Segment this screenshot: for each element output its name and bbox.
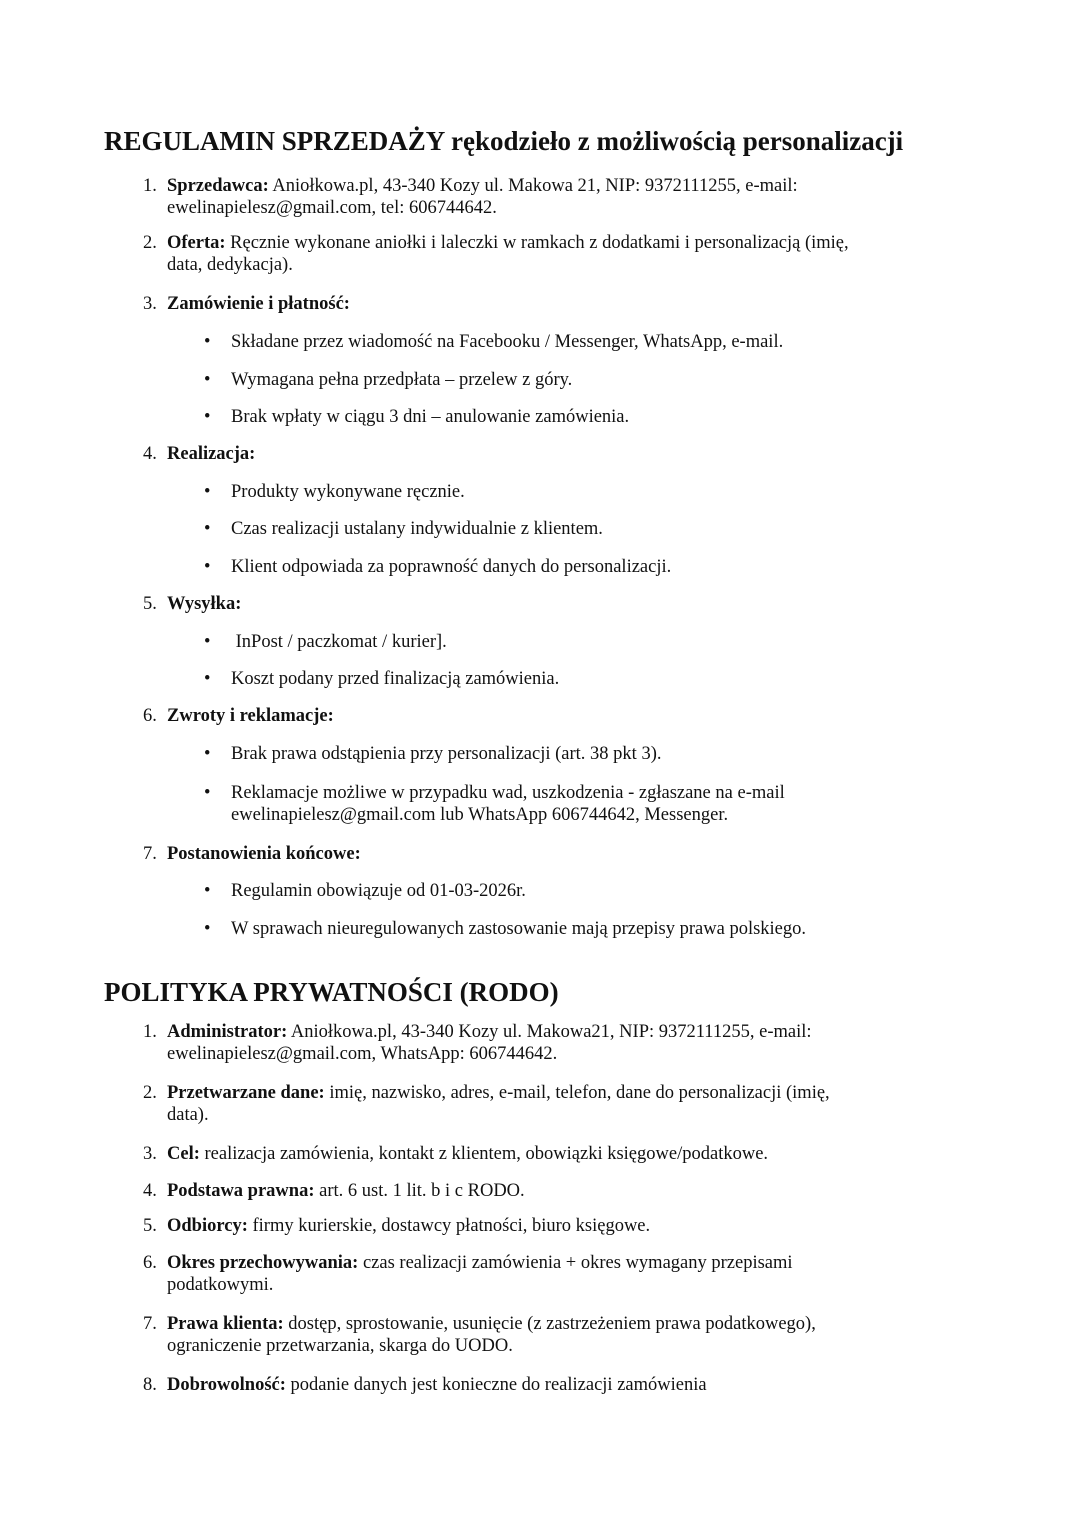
item-text-cont: podatkowymi.	[167, 1275, 274, 1295]
item-label: Zamówienie i płatność:	[167, 294, 350, 314]
item-text: realizacja zamówienia, kontakt z klientem, obowiązki księgowe/podatkowe.	[199, 1144, 769, 1164]
item-label: Podstawa prawna:	[167, 1181, 315, 1201]
item-text: imię, nazwisko, adres, e-mail, telefon, dane do personalizacji (imię,	[324, 1083, 830, 1103]
item-number: 5.	[143, 594, 157, 614]
item-label: Administrator:	[167, 1022, 288, 1042]
item-label: Wysyłka:	[167, 594, 242, 614]
item-number: 1.	[143, 1022, 157, 1042]
item-label: Przetwarzane dane:	[167, 1083, 325, 1103]
item-text-cont: ewelinapielesz@gmail.com, tel: 606744642.	[167, 198, 497, 218]
item-number: 4.	[143, 1181, 157, 1201]
item-text-cont: ograniczenie przetwarzania, skarga do UODO.	[167, 1336, 513, 1356]
bullet-icon: •	[204, 783, 211, 803]
item-number: 5.	[143, 1216, 157, 1236]
bullet-icon: •	[204, 632, 211, 652]
item-label: Zwroty i reklamacje:	[167, 706, 334, 726]
item-text-cont: ewelinapielesz@gmail.com, WhatsApp: 606744642.	[167, 1044, 558, 1064]
bullet-icon: •	[204, 482, 211, 502]
bullet-icon: •	[204, 332, 211, 352]
item-text: dostęp, sprostowanie, usunięcie (z zastrzeżeniem prawa podatkowego),	[283, 1314, 816, 1334]
item-label: Cel:	[167, 1144, 200, 1164]
bullet-icon: •	[204, 669, 211, 689]
item-text-cont: data, dedykacja).	[167, 255, 293, 275]
item-number: 6.	[143, 1253, 157, 1273]
item-number: 4.	[143, 444, 157, 464]
item-text: firmy kurierskie, dostawcy płatności, biuro księgowe.	[247, 1216, 651, 1236]
bullet-icon: •	[204, 881, 211, 901]
item-label: Okres przechowywania:	[167, 1253, 359, 1273]
bullet-icon: •	[204, 519, 211, 539]
bullet-icon: •	[204, 557, 211, 577]
item-number: 3.	[143, 294, 157, 314]
item-text: czas realizacji zamówienia + okres wymagany przepisami	[358, 1253, 793, 1273]
item-text: Aniołkowa.pl, 43-340 Kozy ul. Makowa21, NIP: 9372111255, e-mail:	[287, 1022, 812, 1042]
item-label: Odbiorcy:	[167, 1216, 248, 1236]
item-label: Oferta:	[167, 233, 226, 253]
bullet-icon: •	[204, 407, 211, 427]
item-text: art. 6 ust. 1 lit. b i c RODO.	[314, 1181, 525, 1201]
item-number: 2.	[143, 1083, 157, 1103]
item-text: Ręcznie wykonane aniołki i laleczki w ramkach z dodatkami i personalizacją (imię,	[225, 233, 849, 253]
item-text: podanie danych jest konieczne do realizacji zamówienia	[285, 1375, 707, 1395]
item-label: Postanowienia końcowe:	[167, 844, 361, 864]
item-text-cont: data).	[167, 1105, 209, 1125]
privacy-policy-title: POLITYKA PRYWATNOŚCI (RODO)	[104, 977, 559, 1007]
regulamin-title: REGULAMIN SPRZEDAŻY rękodzieło z możliwością personalizacji	[104, 126, 904, 156]
document-page: REGULAMIN SPRZEDAŻY rękodzieło z możliwością personalizacji 1. Sprzedawca: Aniołkowa.pl, 43-340 Kozy ul. Makowa 21, NIP: 9372111255, e-mail: ewelinapielesz@gmail.com, tel: 606744642. 2. Oferta: Ręcznie wykonane aniołki i laleczki w ramkach z dodatkami i personalizacją (imię, data, dedykacja). 3. Zamówienie i płatność: • Składane przez wiadomość na Facebooku / Messenger, WhatsApp, e-mail. • Wymagana pełna przedpłata – przelew z góry. • Brak wpłaty w ciągu 3 dni – anulowanie zamówienia. 4. Realizacja: • Produkty wykonywane ręcznie. • Czas realizacji ustalany indywidualnie z klientem. • Klient odpowiada za poprawność danych do personalizacji. 5. Wysyłka: • InPost / paczkomat / kurier]. • Koszt podany przed finalizacją zamówienia. 6. Zwroty i reklamacje: • Brak prawa odstąpienia przy personalizacji (art. 38 pkt 3). • Reklamacje możliwe w przypadku wad, uszkodzenia - zgłaszane na e-mail ewelinapielesz@gmail.com lub WhatsApp 606744642, Messenger. 7. Postanowienia końcowe: • Regulamin obowiązuje od 01-03-2026r. • W sprawach nieuregulowanych zastosowanie mają przepisy prawa polskiego. POLITYKA PRYWATNOŚCI (RODO) 1. Administrator: Aniołkowa.pl, 43-340 Kozy ul. Makowa21, NIP: 9372111255, e-mail: ewelinapielesz@gmail.com, WhatsApp: 606744642. 2. Przetwarzane dane: imię, nazwisko, adres, e-mail, telefon, dane do personalizacji (imię, data). 3. Cel: realizacja zamówienia, kontakt z klientem, obowiązki księgowe/podatkowe. 4. Podstawa prawna: art. 6 ust. 1 lit. b i c RODO. 5. Odbiorcy: firmy kurierskie, dostawcy płatności, biuro księgowe. 6. Okres przechowywania: czas realizacji zamówienia + okres wymagany przepisami podatkowymi. 7. Prawa klienta: dostęp, sprostowanie, usunięcie (z zastrzeżeniem prawa podatkowego), ograniczenie przetwarzania, skarga do UODO. 8. Dobrowolność: podanie danych jest konieczne do realizacji zamówienia	[0, 0, 1080, 1528]
item-number: 3.	[143, 1144, 157, 1164]
item-number: 8.	[143, 1375, 157, 1395]
item-text: Aniołkowa.pl, 43-340 Kozy ul. Makowa 21, NIP: 9372111255, e-mail:	[268, 176, 798, 196]
bullet-icon: •	[204, 370, 211, 390]
item-number: 6.	[143, 706, 157, 726]
item-number: 1.	[143, 176, 157, 196]
item-label: Sprzedawca:	[167, 176, 269, 196]
item-label: Dobrowolność:	[167, 1375, 286, 1395]
bullet-icon: •	[204, 919, 211, 939]
item-number: 7.	[143, 1314, 157, 1334]
item-number: 2.	[143, 233, 157, 253]
item-number: 7.	[143, 844, 157, 864]
item-label: Prawa klienta:	[167, 1314, 284, 1334]
item-label: Realizacja:	[167, 444, 256, 464]
bullet-icon: •	[204, 744, 211, 764]
